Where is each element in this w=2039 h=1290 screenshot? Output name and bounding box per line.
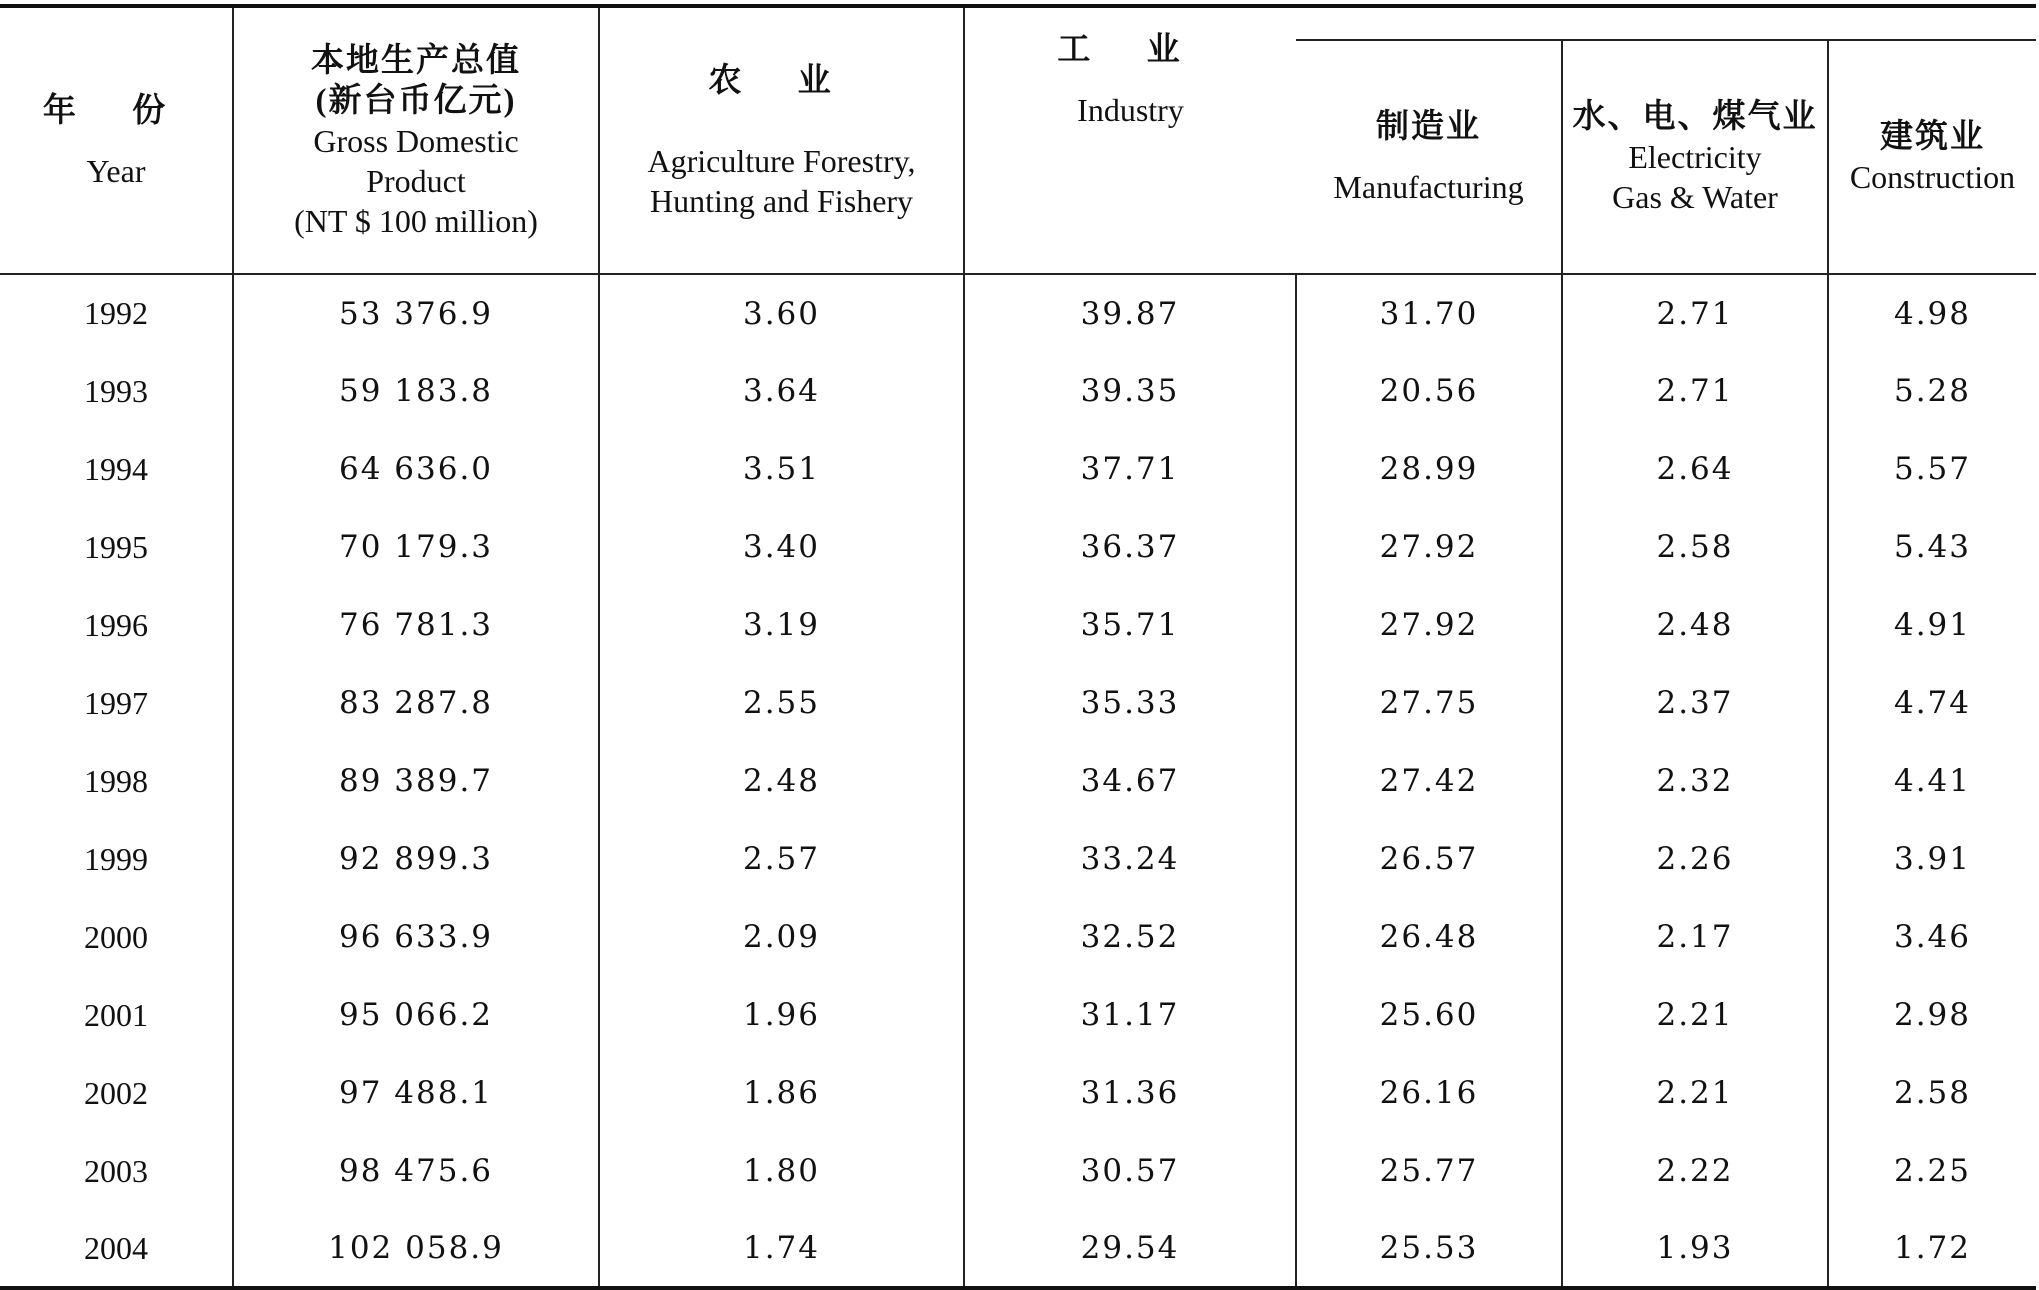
cell-construction: 5.43: [1828, 508, 2036, 586]
gdp-structure-table: [0, 4, 2036, 1290]
cell-agriculture: 3.19: [599, 586, 964, 664]
table-row: [0, 664, 2036, 742]
cell-manufacturing: 27.92: [1296, 586, 1562, 664]
cell-gdp: 95 066.2: [233, 976, 599, 1054]
cell-construction: 3.46: [1828, 898, 2036, 976]
cell-industry: 36.37: [964, 508, 1296, 586]
header-year-cn: 年 份: [42, 92, 190, 129]
cell-manufacturing: 26.57: [1296, 820, 1562, 898]
cell-industry: 31.36: [964, 1054, 1296, 1132]
cell-agriculture: 2.09: [599, 898, 964, 976]
header-agriculture-en-1: Agriculture Forestry,: [647, 142, 916, 179]
cell-construction: 1.72: [1828, 1210, 2036, 1288]
table-row: [0, 508, 2036, 586]
cell-industry: 34.67: [964, 742, 1296, 820]
table-row: [0, 1132, 2036, 1210]
header-manufacturing: [1296, 40, 1562, 274]
cell-year: 2003: [84, 1152, 148, 1189]
cell-agriculture: 2.48: [599, 742, 964, 820]
cell-year: 2001: [84, 996, 148, 1033]
cell-manufacturing: 27.75: [1296, 664, 1562, 742]
cell-agriculture: 1.74: [599, 1210, 964, 1288]
cell-manufacturing: 26.48: [1296, 898, 1562, 976]
header-manufacturing-cn: 制造业: [1376, 109, 1481, 145]
header-utilities: [1562, 40, 1828, 274]
gdp-structure-table-container: [0, 4, 2036, 1290]
cell-utilities: 1.93: [1562, 1210, 1828, 1288]
cell-utilities: 2.21: [1562, 976, 1828, 1054]
cell-manufacturing: 26.16: [1296, 1054, 1562, 1132]
header-agriculture-en-2: Hunting and Fishery: [649, 182, 914, 219]
header-agriculture-cn: 农 业: [708, 62, 855, 99]
header-gdp-en-2: Product: [366, 162, 466, 199]
cell-industry: 39.35: [964, 352, 1296, 430]
cell-manufacturing: 27.92: [1296, 508, 1562, 586]
header-construction-en: Construction: [1849, 159, 2016, 195]
cell-gdp: 89 389.7: [233, 742, 599, 820]
cell-year: 1994: [84, 450, 148, 487]
cell-gdp: 96 633.9: [233, 898, 599, 976]
cell-construction: 2.25: [1828, 1132, 2036, 1210]
cell-industry: 30.57: [964, 1132, 1296, 1210]
cell-construction: 4.98: [1828, 274, 2036, 352]
cell-utilities: 2.26: [1562, 820, 1828, 898]
cell-gdp: 59 183.8: [233, 352, 599, 430]
cell-agriculture: 3.64: [599, 352, 964, 430]
cell-agriculture: 1.80: [599, 1132, 964, 1210]
cell-utilities: 2.71: [1562, 352, 1828, 430]
header-gdp-en-unit: (NT $ 100 million): [294, 202, 538, 239]
cell-year: 1995: [84, 528, 148, 565]
cell-year: 1992: [0, 274, 233, 352]
cell-utilities: 2.48: [1562, 586, 1828, 664]
cell-manufacturing: 25.77: [1296, 1132, 1562, 1210]
header-utilities-en-2: Gas & Water: [1612, 179, 1778, 215]
cell-gdp: 53 376.9: [233, 274, 599, 352]
cell-year: 1998: [84, 762, 148, 799]
cell-gdp: 76 781.3: [233, 586, 599, 664]
cell-construction: 2.98: [1828, 976, 2036, 1054]
header-industry: [964, 6, 1296, 274]
cell-year: 2004: [0, 1210, 233, 1288]
cell-construction: 5.28: [1828, 352, 2036, 430]
table-body: [0, 274, 2036, 1288]
cell-utilities: 2.71: [1562, 274, 1828, 352]
cell-construction: 4.91: [1828, 586, 2036, 664]
header-year-en: Year: [86, 152, 146, 189]
cell-industry: 31.17: [964, 976, 1296, 1054]
cell-industry: 33.24: [964, 820, 1296, 898]
cell-agriculture: 1.86: [599, 1054, 964, 1132]
cell-construction: 5.57: [1828, 430, 2036, 508]
cell-utilities: 2.32: [1562, 742, 1828, 820]
cell-construction: 4.41: [1828, 742, 2036, 820]
cell-manufacturing: 28.99: [1296, 430, 1562, 508]
header-year: [0, 6, 233, 274]
cell-agriculture: 2.57: [599, 820, 964, 898]
cell-gdp: 97 488.1: [233, 1054, 599, 1132]
cell-agriculture: 3.40: [599, 508, 964, 586]
header-gdp-en-1: Gross Domestic: [313, 122, 519, 159]
header-agriculture: [599, 6, 964, 274]
cell-agriculture: 3.51: [599, 430, 964, 508]
header-utilities-en-1: Electricity: [1628, 139, 1762, 175]
cell-agriculture: 1.96: [599, 976, 964, 1054]
cell-utilities: 2.64: [1562, 430, 1828, 508]
cell-construction: 3.91: [1828, 820, 2036, 898]
cell-gdp: 98 475.6: [233, 1132, 599, 1210]
cell-utilities: 2.21: [1562, 1054, 1828, 1132]
cell-agriculture: 2.55: [599, 664, 964, 742]
cell-year: 2002: [84, 1074, 148, 1111]
cell-gdp: 70 179.3: [233, 508, 599, 586]
cell-construction: 2.58: [1828, 1054, 2036, 1132]
cell-agriculture: 3.60: [599, 274, 964, 352]
table-row: [0, 1210, 2036, 1288]
cell-utilities: 2.37: [1562, 664, 1828, 742]
cell-utilities: 2.58: [1562, 508, 1828, 586]
cell-construction: 4.74: [1828, 664, 2036, 742]
cell-industry: 37.71: [964, 430, 1296, 508]
table-header: [0, 6, 2036, 274]
table-row: [0, 742, 2036, 820]
cell-utilities: 2.17: [1562, 898, 1828, 976]
cell-gdp: 102 058.9: [233, 1210, 599, 1288]
table-row: [0, 976, 2036, 1054]
header-gdp-cn-unit: (新台币亿元): [315, 82, 517, 119]
header-industry-en: Industry: [1077, 92, 1184, 128]
table-row: [0, 1054, 2036, 1132]
cell-year: 1997: [84, 684, 148, 721]
cell-manufacturing: 31.70: [1296, 274, 1562, 352]
header-industry-subgroup-spacer: [1296, 6, 2036, 40]
cell-industry: 35.71: [964, 586, 1296, 664]
table-row: [0, 274, 2036, 352]
header-gdp: [233, 6, 599, 274]
cell-year: 1993: [84, 372, 148, 409]
cell-gdp: 83 287.8: [233, 664, 599, 742]
table-row: [0, 352, 2036, 430]
table-row: [0, 820, 2036, 898]
header-utilities-cn: 水、电、煤气业: [1572, 99, 1818, 135]
header-industry-cn: 工 业: [1057, 32, 1204, 68]
table-row: [0, 898, 2036, 976]
header-gdp-cn: 本地生产总值: [311, 42, 521, 79]
cell-industry: 29.54: [964, 1210, 1296, 1288]
cell-utilities: 2.22: [1562, 1132, 1828, 1210]
header-construction: [1828, 40, 2036, 274]
cell-gdp: 64 636.0: [233, 430, 599, 508]
header-manufacturing-en: Manufacturing: [1333, 169, 1524, 205]
cell-gdp: 92 899.3: [233, 820, 599, 898]
cell-manufacturing: 25.60: [1296, 976, 1562, 1054]
cell-industry: 39.87: [964, 274, 1296, 352]
cell-year: 2000: [84, 918, 148, 955]
cell-manufacturing: 20.56: [1296, 352, 1562, 430]
cell-manufacturing: 25.53: [1296, 1210, 1562, 1288]
table-row: [0, 586, 2036, 664]
header-construction-cn: 建筑业: [1880, 119, 1985, 155]
cell-industry: 32.52: [964, 898, 1296, 976]
cell-manufacturing: 27.42: [1296, 742, 1562, 820]
cell-year: 1999: [84, 840, 148, 877]
cell-industry: 35.33: [964, 664, 1296, 742]
cell-year: 1996: [84, 606, 148, 643]
table-row: [0, 430, 2036, 508]
